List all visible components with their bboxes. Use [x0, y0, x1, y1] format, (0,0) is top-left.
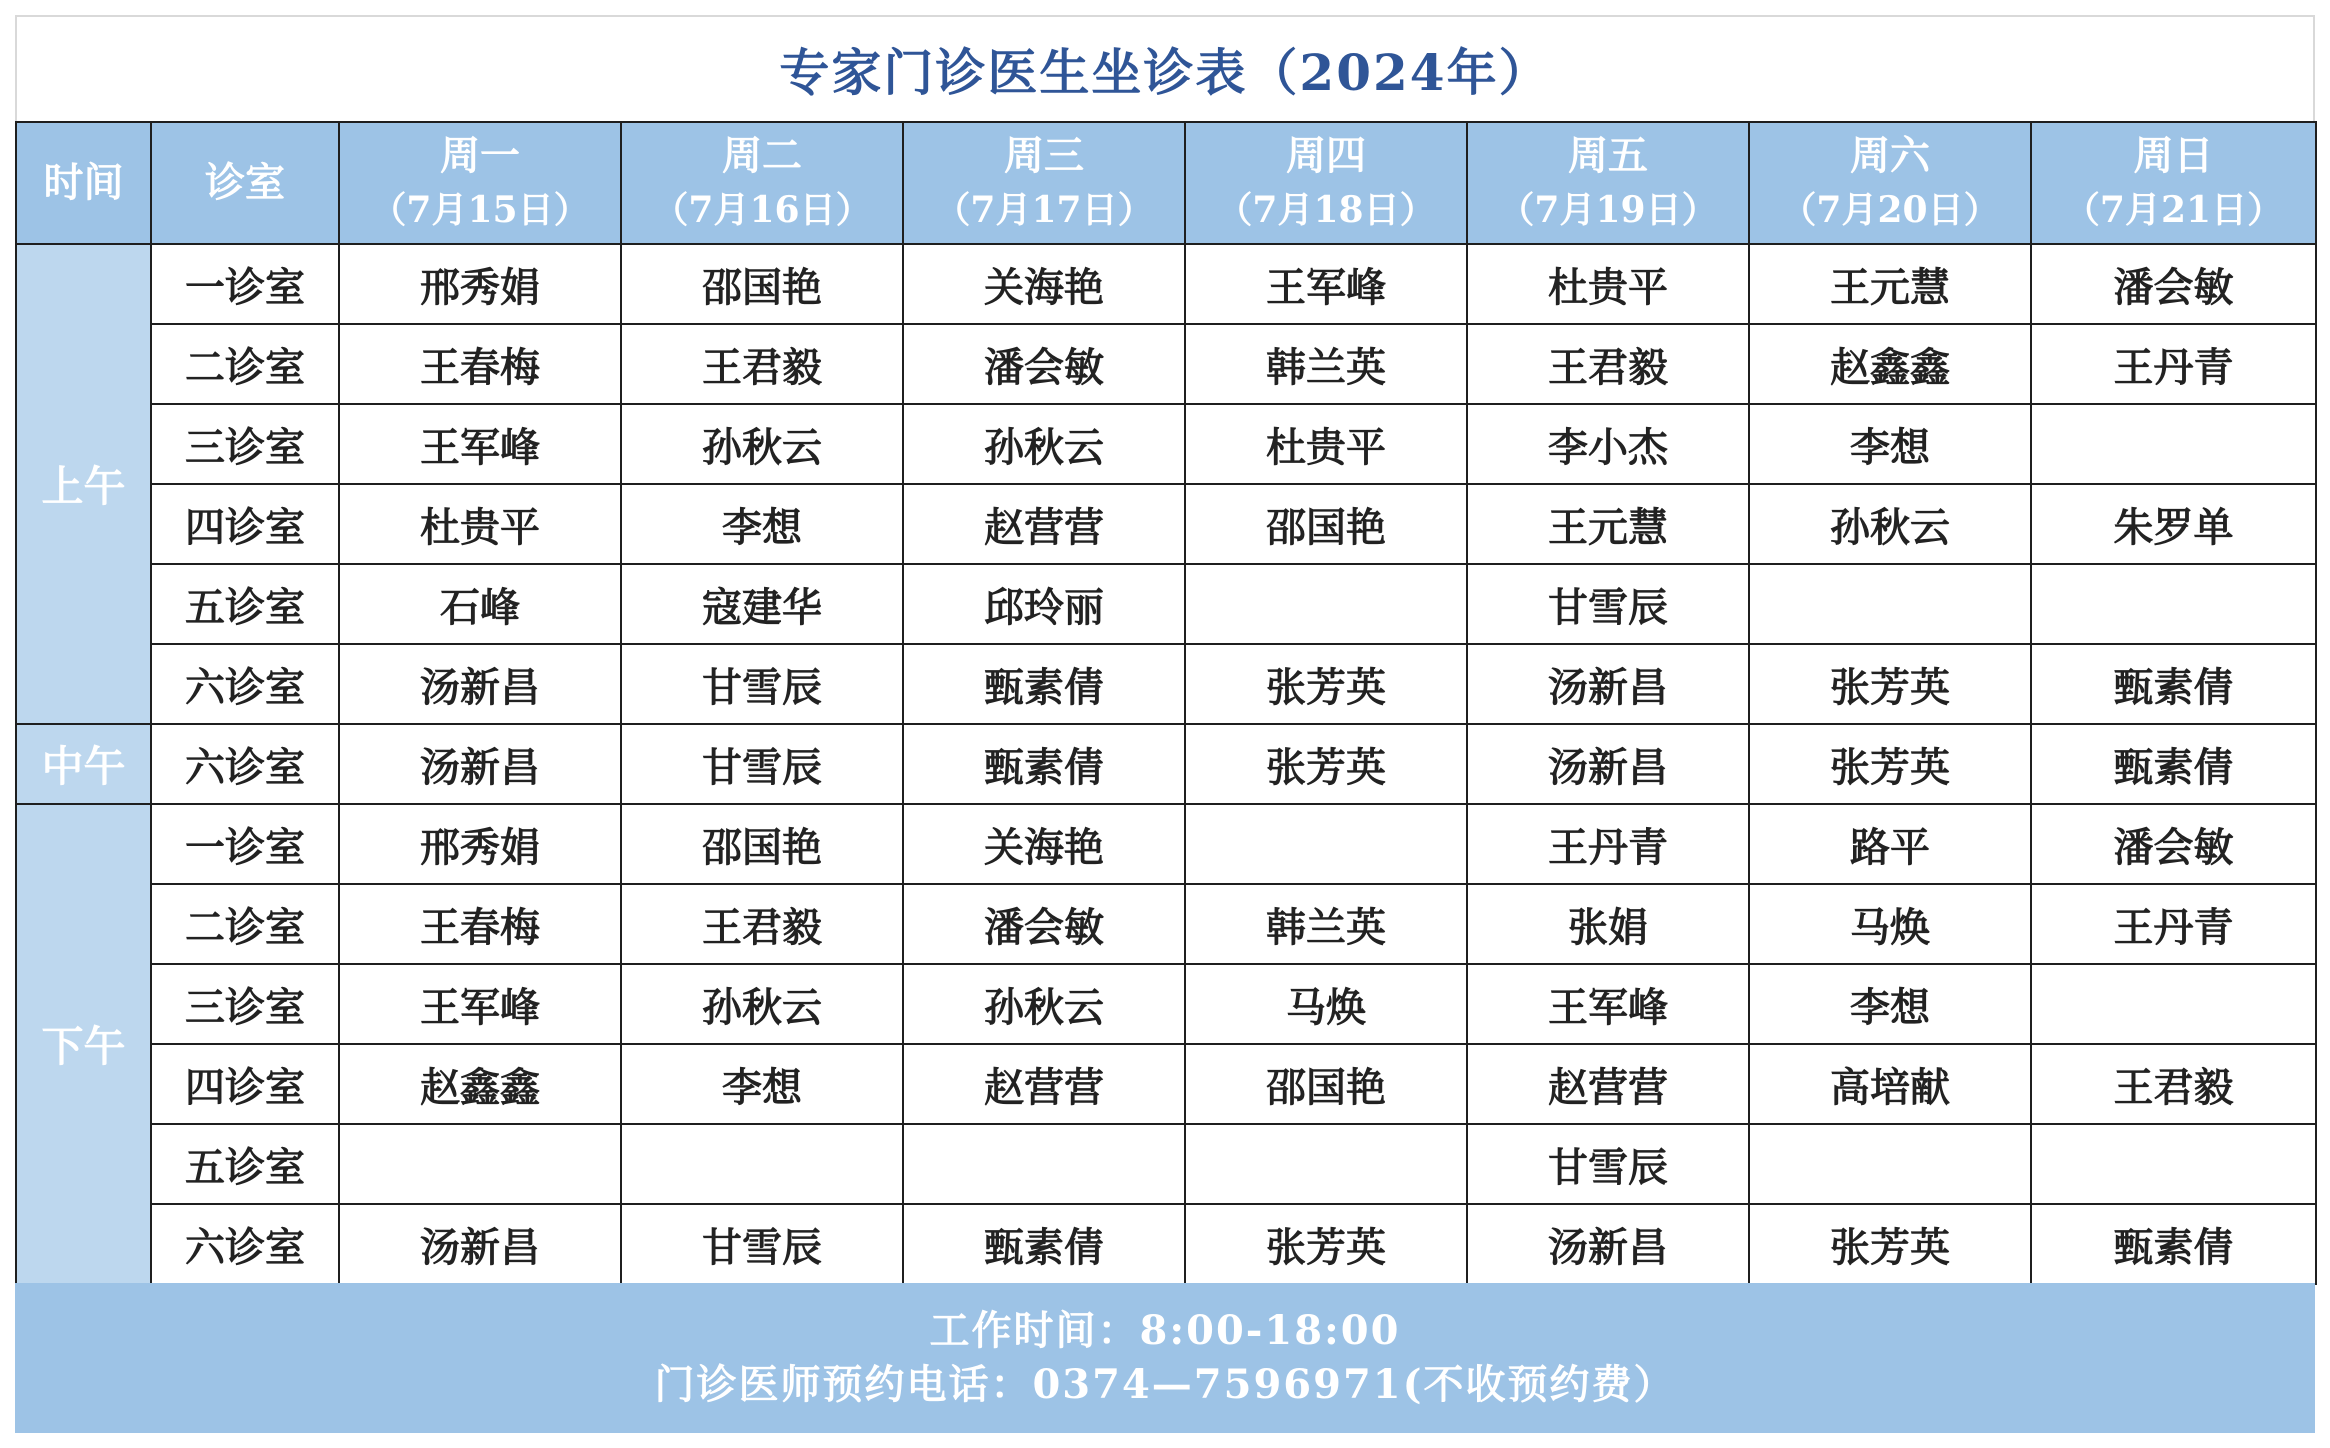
doctor-cell: 关海艳	[903, 804, 1185, 884]
room-cell: 一诊室	[151, 804, 339, 884]
period-cell: 中午	[16, 724, 151, 804]
schedule-table	[15, 121, 2317, 1285]
doctor-cell: 邢秀娟	[339, 804, 621, 884]
doctor-cell: 王君毅	[621, 324, 903, 404]
doctor-cell: 汤新昌	[339, 724, 621, 804]
doctor-cell: 孙秋云	[621, 404, 903, 484]
room-cell: 六诊室	[151, 724, 339, 804]
room-cell: 一诊室	[151, 244, 339, 324]
doctor-cell	[2031, 1124, 2316, 1204]
doctor-cell	[1185, 564, 1467, 644]
doctor-cell: 王元慧	[1467, 484, 1749, 564]
header-day-mon	[339, 122, 621, 244]
doctor-cell: 王丹青	[2031, 324, 2316, 404]
doctor-cell: 赵鑫鑫	[1749, 324, 2031, 404]
appointment-phone: 门诊医师预约电话：0374—7596971(不收预约费）	[654, 1361, 1676, 1408]
header-day-thu	[1185, 122, 1467, 244]
doctor-cell: 马焕	[1749, 884, 2031, 964]
doctor-cell: 李想	[1749, 404, 2031, 484]
doctor-cell	[1749, 564, 2031, 644]
period-cell: 上午	[16, 244, 151, 724]
day-name: 周日	[2133, 132, 2214, 179]
doctor-cell	[1185, 1124, 1467, 1204]
day-date: （7月15日）	[370, 189, 590, 231]
doctor-cell: 王君毅	[2031, 1044, 2316, 1124]
doctor-cell: 王丹青	[2031, 884, 2316, 964]
doctor-cell: 关海艳	[903, 244, 1185, 324]
doctor-cell: 高培献	[1749, 1044, 2031, 1124]
doctor-cell: 石峰	[339, 564, 621, 644]
doctor-cell: 邱玲丽	[903, 564, 1185, 644]
doctor-cell: 潘会敏	[2031, 244, 2316, 324]
doctor-cell: 赵营营	[903, 484, 1185, 564]
doctor-cell: 王春梅	[339, 884, 621, 964]
doctor-cell: 马焕	[1185, 964, 1467, 1044]
doctor-cell: 汤新昌	[1467, 724, 1749, 804]
room-cell: 二诊室	[151, 324, 339, 404]
doctor-cell: 邵国艳	[621, 804, 903, 884]
doctor-cell: 赵营营	[1467, 1044, 1749, 1124]
day-name: 周五	[1568, 132, 1648, 179]
doctor-cell	[1749, 1124, 2031, 1204]
page-title: 专家门诊医生坐诊表（2024年）	[15, 15, 2315, 121]
doctor-cell: 甘雪辰	[621, 644, 903, 724]
schedule-row	[16, 564, 2316, 644]
doctor-cell: 杜贵平	[339, 484, 621, 564]
doctor-cell	[903, 1124, 1185, 1204]
doctor-cell: 李小杰	[1467, 404, 1749, 484]
schedule-sheet	[15, 15, 2315, 1433]
doctor-cell	[2031, 964, 2316, 1044]
day-name: 周六	[1850, 132, 1930, 179]
doctor-cell: 王军峰	[1467, 964, 1749, 1044]
room-cell: 三诊室	[151, 964, 339, 1044]
day-name: 周二	[722, 132, 802, 179]
doctor-cell: 李想	[621, 1044, 903, 1124]
period-cell: 下午	[16, 804, 151, 1284]
room-cell: 四诊室	[151, 1044, 339, 1124]
doctor-cell: 张芳英	[1749, 1204, 2031, 1284]
doctor-cell: 甘雪辰	[1467, 564, 1749, 644]
doctor-cell: 张芳英	[1185, 644, 1467, 724]
schedule-row	[16, 964, 2316, 1044]
doctor-cell: 甄素倩	[2031, 724, 2316, 804]
doctor-cell	[2031, 404, 2316, 484]
doctor-cell: 邢秀娟	[339, 244, 621, 324]
doctor-cell: 王春梅	[339, 324, 621, 404]
doctor-cell: 汤新昌	[339, 644, 621, 724]
doctor-cell: 甄素倩	[2031, 1204, 2316, 1284]
doctor-cell: 孙秋云	[1749, 484, 2031, 564]
day-date: （7月18日）	[1216, 189, 1436, 231]
doctor-cell: 甄素倩	[2031, 644, 2316, 724]
room-cell: 五诊室	[151, 1124, 339, 1204]
doctor-cell: 朱罗单	[2031, 484, 2316, 564]
day-name: 周一	[440, 132, 520, 179]
schedule-row	[16, 1204, 2316, 1284]
doctor-cell: 邵国艳	[1185, 1044, 1467, 1124]
doctor-cell: 赵鑫鑫	[339, 1044, 621, 1124]
header-day-sun	[2031, 122, 2316, 244]
doctor-cell: 孙秋云	[621, 964, 903, 1044]
schedule-row	[16, 1044, 2316, 1124]
header-day-tue	[621, 122, 903, 244]
doctor-cell: 王君毅	[621, 884, 903, 964]
doctor-cell: 张芳英	[1185, 724, 1467, 804]
doctor-cell: 汤新昌	[1467, 644, 1749, 724]
doctor-cell: 王军峰	[339, 404, 621, 484]
day-date: （7月21日）	[2063, 189, 2284, 231]
room-cell: 五诊室	[151, 564, 339, 644]
schedule-row	[16, 884, 2316, 964]
schedule-row	[16, 724, 2316, 804]
doctor-cell: 潘会敏	[903, 884, 1185, 964]
doctor-cell	[339, 1124, 621, 1204]
doctor-cell: 张芳英	[1185, 1204, 1467, 1284]
doctor-cell	[621, 1124, 903, 1204]
doctor-cell: 孙秋云	[903, 404, 1185, 484]
room-cell: 三诊室	[151, 404, 339, 484]
doctor-cell: 王丹青	[1467, 804, 1749, 884]
doctor-cell: 邵国艳	[621, 244, 903, 324]
doctor-cell: 张娟	[1467, 884, 1749, 964]
header-day-fri	[1467, 122, 1749, 244]
schedule-row	[16, 644, 2316, 724]
doctor-cell: 甘雪辰	[621, 724, 903, 804]
schedule-row	[16, 404, 2316, 484]
doctor-cell: 韩兰英	[1185, 324, 1467, 404]
schedule-row	[16, 324, 2316, 404]
doctor-cell: 寇建华	[621, 564, 903, 644]
header-row	[16, 122, 2316, 244]
doctor-cell: 邵国艳	[1185, 484, 1467, 564]
doctor-cell: 孙秋云	[903, 964, 1185, 1044]
footer-info	[15, 1283, 2315, 1433]
doctor-cell: 甄素倩	[903, 724, 1185, 804]
day-date: （7月20日）	[1780, 189, 2000, 231]
day-date: （7月19日）	[1498, 189, 1718, 231]
doctor-cell: 王元慧	[1749, 244, 2031, 324]
schedule-row	[16, 484, 2316, 564]
header-room: 诊室	[151, 122, 339, 244]
doctor-cell: 李想	[621, 484, 903, 564]
room-cell: 六诊室	[151, 644, 339, 724]
doctor-cell: 王军峰	[339, 964, 621, 1044]
room-cell: 四诊室	[151, 484, 339, 564]
doctor-cell: 甘雪辰	[1467, 1124, 1749, 1204]
doctor-cell: 甘雪辰	[621, 1204, 903, 1284]
schedule-row	[16, 244, 2316, 324]
header-day-wed	[903, 122, 1185, 244]
doctor-cell: 李想	[1749, 964, 2031, 1044]
day-name: 周三	[1004, 132, 1084, 179]
doctor-cell: 杜贵平	[1467, 244, 1749, 324]
doctor-cell: 汤新昌	[1467, 1204, 1749, 1284]
doctor-cell: 张芳英	[1749, 644, 2031, 724]
header-time: 时间	[16, 122, 151, 244]
doctor-cell: 王君毅	[1467, 324, 1749, 404]
doctor-cell: 汤新昌	[339, 1204, 621, 1284]
schedule-body	[16, 244, 2316, 1284]
doctor-cell: 潘会敏	[903, 324, 1185, 404]
room-cell: 六诊室	[151, 1204, 339, 1284]
doctor-cell: 甄素倩	[903, 644, 1185, 724]
room-cell: 二诊室	[151, 884, 339, 964]
doctor-cell	[1185, 804, 1467, 884]
day-date: （7月17日）	[934, 189, 1154, 231]
doctor-cell: 王军峰	[1185, 244, 1467, 324]
doctor-cell: 路平	[1749, 804, 2031, 884]
schedule-row	[16, 804, 2316, 884]
doctor-cell: 韩兰英	[1185, 884, 1467, 964]
schedule-row	[16, 1124, 2316, 1204]
doctor-cell: 潘会敏	[2031, 804, 2316, 884]
header-day-sat	[1749, 122, 2031, 244]
doctor-cell	[2031, 564, 2316, 644]
doctor-cell: 甄素倩	[903, 1204, 1185, 1284]
working-hours: 工作时间：8:00-18:00	[929, 1307, 1401, 1354]
doctor-cell: 张芳英	[1749, 724, 2031, 804]
day-date: （7月16日）	[652, 189, 872, 231]
doctor-cell: 杜贵平	[1185, 404, 1467, 484]
day-name: 周四	[1286, 132, 1366, 179]
doctor-cell: 赵营营	[903, 1044, 1185, 1124]
